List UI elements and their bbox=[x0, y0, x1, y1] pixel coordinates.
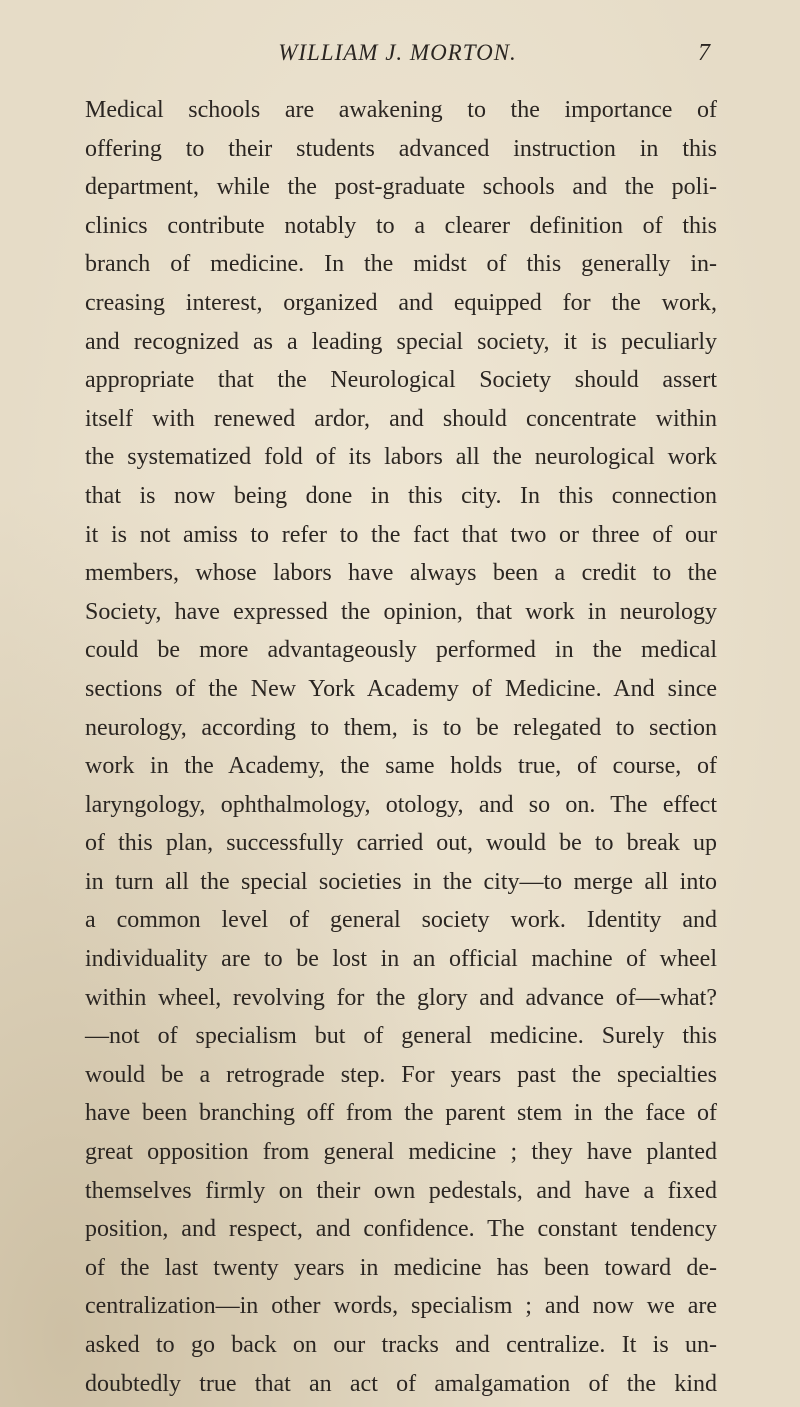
text-line: doubtedly true that an act of amalgamation of the kind bbox=[85, 1370, 717, 1397]
text-line: —not of specialism but of general medicine. Surely this bbox=[85, 1023, 717, 1050]
text-line: asked to go back on our tracks and centralize. It is un- bbox=[85, 1332, 717, 1358]
text-line: neurology, according to them, is to be relegated to section bbox=[85, 714, 717, 741]
text-line: great opposition from general medicine ; they have planted bbox=[85, 1139, 717, 1166]
body-text bbox=[85, 91, 717, 1403]
text-line: individuality are to be lost in an official machine of wheel bbox=[85, 946, 717, 973]
text-line: could be more advantageously performed in the medical bbox=[85, 637, 717, 664]
text-line: a common level of general society work. Identity and bbox=[85, 907, 717, 934]
text-line: the systematized fold of its labors all the neurological work bbox=[85, 444, 717, 471]
text-line: clinics contribute notably to a clearer definition of this bbox=[85, 212, 717, 239]
text-line: it is not amiss to refer to the fact that two or three of our bbox=[85, 521, 717, 548]
text-line: Medical schools are awakening to the importance of bbox=[85, 97, 717, 123]
page-number: 7 bbox=[698, 40, 710, 66]
text-line: themselves firmly on their own pedestals, and have a fixed bbox=[85, 1177, 717, 1204]
text-line: that is now being done in this city. In this connection bbox=[85, 482, 717, 509]
text-line: offering to their students advanced instruction in this bbox=[85, 135, 717, 162]
text-line: in turn all the special societies in the city—to merge all into bbox=[85, 868, 717, 895]
text-line: creasing interest, organized and equipped for the work, bbox=[85, 289, 717, 316]
running-title: WILLIAM J. MORTON. bbox=[278, 40, 517, 65]
text-line: itself with renewed ardor, and should concentrate within bbox=[85, 405, 717, 432]
text-line: have been branching off from the parent stem in the face of bbox=[85, 1100, 717, 1127]
running-head bbox=[85, 40, 710, 80]
text-line: Society, have expressed the opinion, that work in neurology bbox=[85, 598, 717, 625]
text-line: position, and respect, and confidence. The constant tendency bbox=[85, 1216, 717, 1243]
text-line: members, whose labors have always been a credit to the bbox=[85, 560, 717, 587]
text-line: would be a retrograde step. For years past the specialties bbox=[85, 1061, 717, 1088]
text-line: department, while the post-graduate schools and the poli- bbox=[85, 174, 717, 201]
text-line: laryngology, ophthalmology, otology, and so on. The effect bbox=[85, 791, 717, 818]
text-line: work in the Academy, the same holds true, of course, of bbox=[85, 753, 717, 780]
text-line: within wheel, revolving for the glory and advance of—what? bbox=[85, 984, 717, 1011]
text-line: sections of the New York Academy of Medicine. And since bbox=[85, 675, 717, 702]
text-line: of the last twenty years in medicine has been toward de- bbox=[85, 1254, 717, 1281]
text-line: and recognized as a leading special society, it is peculiarly bbox=[85, 328, 717, 355]
text-line: appropriate that the Neurological Society should assert bbox=[85, 367, 717, 394]
text-line: centralization—in other words, specialism ; and now we are bbox=[85, 1293, 717, 1320]
text-line: branch of medicine. In the midst of this generally in- bbox=[85, 251, 717, 278]
text-line: of this plan, successfully carried out, would be to break up bbox=[85, 830, 717, 857]
